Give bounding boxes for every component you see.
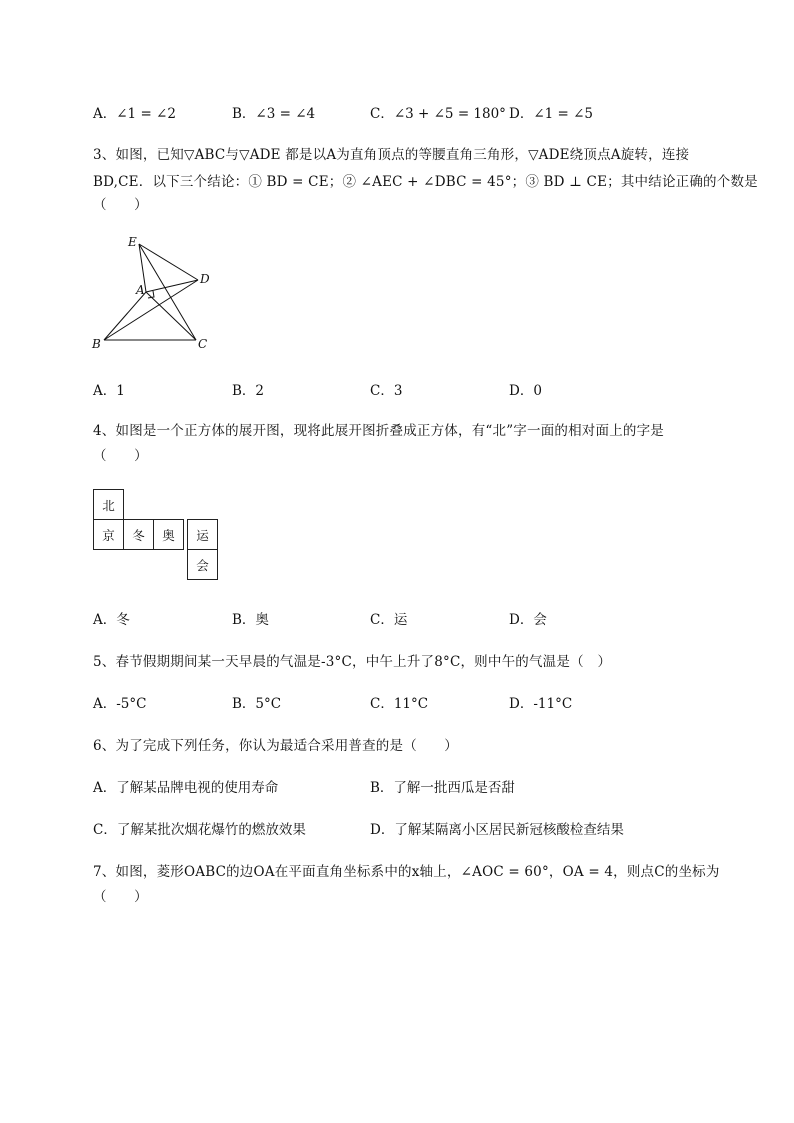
cube-net-figure xyxy=(93,489,219,582)
q4-option-d[interactable]: D．会 xyxy=(509,612,547,628)
q5-option-d[interactable]: D．-11°C xyxy=(509,696,573,712)
label-e: E xyxy=(128,235,137,249)
q3-option-b[interactable]: B．2 xyxy=(232,383,265,399)
q6-option-b[interactable]: B．了解一批西瓜是否甜 xyxy=(370,780,515,796)
q7-stem-line-1: 7、如图，菱形OABC的边OA在平面直角坐标系中的x轴上，∠AOC = 60°，OA = 4，则点C的坐标为 xyxy=(93,864,720,880)
q3-option-c[interactable]: C．3 xyxy=(370,383,403,399)
q3-stem-line-3: （ ） xyxy=(93,197,148,213)
q4-option-a[interactable]: A．冬 xyxy=(93,612,130,628)
q6-option-a[interactable]: A．了解某品牌电视的使用寿命 xyxy=(93,780,279,796)
segment-ac xyxy=(146,292,196,340)
q3-stem-line-2: BD,CE．以下三个结论：① BD = CE；② ∠AEC + ∠DBC = 45°；③ BD ⊥ CE；其中结论正确的个数是 xyxy=(93,174,758,190)
net-face-4: 运 xyxy=(187,519,218,550)
q4-option-b[interactable]: B．奥 xyxy=(232,612,269,628)
q3-option-a[interactable]: A．1 xyxy=(93,383,125,399)
q5-option-b[interactable]: B．5°C xyxy=(232,696,282,712)
q6-option-c[interactable]: C．了解某批次烟花爆竹的燃放效果 xyxy=(93,822,306,838)
label-a: A xyxy=(136,283,145,297)
q2-option-b[interactable]: B．∠3 = ∠4 xyxy=(232,106,316,122)
segment-ab xyxy=(104,292,146,340)
label-b: B xyxy=(92,337,101,351)
segment-ad xyxy=(146,280,198,292)
label-d: D xyxy=(200,272,210,286)
q3-option-d[interactable]: D．0 xyxy=(509,383,542,399)
segment-bd xyxy=(104,280,198,340)
q2-option-c[interactable]: C．∠3 + ∠5 = 180° xyxy=(370,106,506,122)
q7-stem-line-2: （ ） xyxy=(93,889,148,905)
q2-option-a[interactable]: A．∠1 = ∠2 xyxy=(93,106,176,122)
q4-option-c[interactable]: C．运 xyxy=(370,612,408,628)
label-c: C xyxy=(198,337,208,351)
segment-ed xyxy=(139,244,198,280)
q3-triangle-figure xyxy=(86,232,222,354)
q6-option-d[interactable]: D．了解某隔离小区居民新冠核酸检查结果 xyxy=(370,822,624,838)
q3-stem-line-1: 3、如图，已知▽ABC与▽ADE 都是以A为直角顶点的等腰直角三角形，▽ADE绕顶点A旋转，连接 xyxy=(93,147,690,163)
net-face-1: 京 xyxy=(93,519,124,550)
q4-stem-line-2: （ ） xyxy=(93,448,148,464)
net-face-top: 北 xyxy=(93,489,124,520)
q5-option-a[interactable]: A．-5°C xyxy=(93,696,147,712)
q6-stem-line-1: 6、为了完成下列任务，你认为最适合采用普查的是（ ） xyxy=(93,738,458,754)
net-face-bottom: 会 xyxy=(187,549,218,580)
q5-stem-line-1: 5、春节假期期间某一天早晨的气温是-3°C，中午上升了8°C，则中午的气温是（ ） xyxy=(93,654,612,670)
q4-stem-line-1: 4、如图是一个正方体的展开图，现将此展开图折叠成正方体，有“北”字一面的相对面上的字是 xyxy=(93,423,664,439)
q2-option-d[interactable]: D．∠1 = ∠5 xyxy=(509,106,594,122)
q5-option-c[interactable]: C．11°C xyxy=(370,696,429,712)
net-face-2: 冬 xyxy=(123,519,154,550)
net-face-3: 奥 xyxy=(153,519,184,550)
